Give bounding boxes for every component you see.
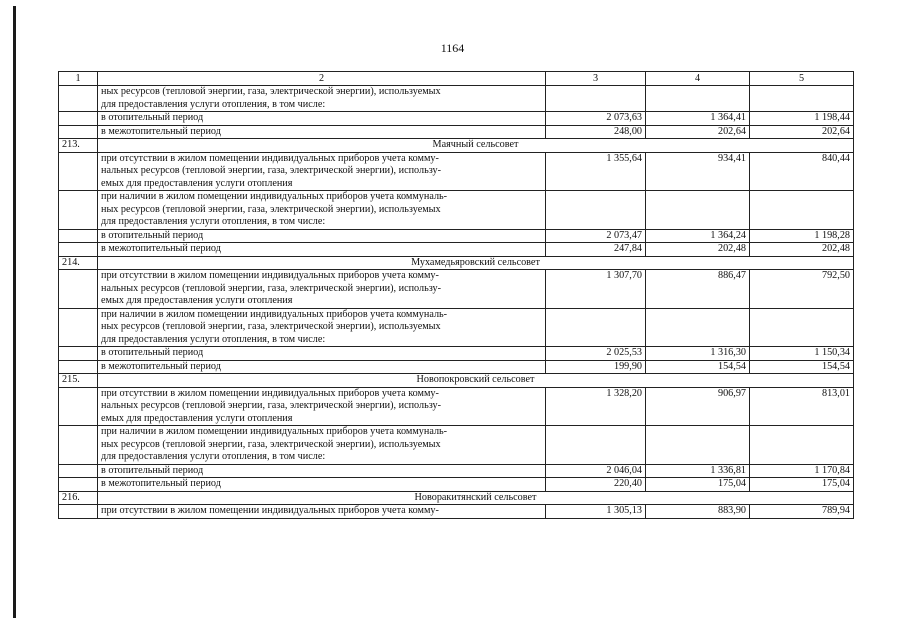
description-line: при отсутствии в жилом помещении индивидуальных приборов учета комму- (101, 270, 439, 281)
column-header: 1 (59, 72, 98, 86)
value-cell-3 (546, 426, 646, 465)
table-row (59, 112, 854, 126)
row-number (59, 360, 98, 374)
table-row (59, 478, 854, 492)
description-line: ных ресурсов (тепловой энергии, газа, электрической энергии), используемых (101, 203, 441, 215)
value-cell-4 (646, 191, 750, 230)
table-row (59, 426, 854, 465)
value-cell-5: 789,94 (750, 505, 854, 519)
section-row (59, 256, 854, 270)
value-cell-4 (646, 308, 750, 347)
description-line: для предоставления услуги отопления, в том числе: (101, 333, 326, 345)
value-cell-4: 202,64 (646, 125, 750, 139)
description-line: в межотопительный период (101, 360, 221, 372)
section-row (59, 374, 854, 388)
value-cell-4: 1 364,41 (646, 112, 750, 126)
row-number: 213. (59, 139, 98, 153)
section-row (59, 139, 854, 153)
description-line: ных ресурсов (тепловой энергии, газа, электрической энергии), используемых (101, 86, 441, 97)
row-number: 216. (59, 491, 98, 505)
value-cell-4: 1 336,81 (646, 464, 750, 478)
tariff-table (58, 71, 854, 519)
value-cell-5: 202,48 (750, 243, 854, 257)
value-cell-5: 1 170,84 (750, 464, 854, 478)
table-row (59, 229, 854, 243)
value-cell-3: 2 073,63 (546, 112, 646, 126)
value-cell-3: 220,40 (546, 478, 646, 492)
table-row (59, 243, 854, 257)
value-cell-5: 202,64 (750, 125, 854, 139)
row-number (59, 387, 98, 426)
table-row (59, 464, 854, 478)
description-cell (98, 505, 546, 519)
description-line: емых для предоставления услуги отопления (101, 295, 293, 306)
description-cell (98, 191, 546, 230)
value-cell-4: 202,48 (646, 243, 750, 257)
value-cell-4: 1 316,30 (646, 347, 750, 361)
description-line: емых для предоставления услуги отопления (101, 412, 293, 424)
description-cell (98, 229, 546, 243)
value-cell-3: 2 046,04 (546, 464, 646, 478)
value-cell-4: 886,47 (646, 270, 750, 309)
description-cell (98, 387, 546, 426)
section-title: Новоракитянский сельсовет (98, 491, 854, 505)
description-line: ных ресурсов (тепловой энергии, газа, электрической энергии), используемых (101, 438, 441, 450)
value-cell-5: 1 198,28 (750, 229, 854, 243)
description-line: в межотопительный период (101, 243, 221, 254)
row-number (59, 112, 98, 126)
description-line: при наличии в жилом помещении индивидуальных приборов учета коммуналь- (101, 191, 448, 202)
column-header: 2 (98, 72, 546, 86)
value-cell-3: 1 305,13 (546, 505, 646, 519)
value-cell-4: 934,41 (646, 152, 750, 191)
column-header: 5 (750, 72, 854, 86)
value-cell-5: 175,04 (750, 478, 854, 492)
section-title: Новопокровский сельсовет (98, 374, 854, 388)
section-title: Мухамедьяровский сельсовет (98, 256, 854, 270)
table-row (59, 191, 854, 230)
column-header: 4 (646, 72, 750, 86)
description-line: нальных ресурсов (тепловой энергии, газа, электрической энергии), использу- (101, 282, 442, 294)
value-cell-5 (750, 191, 854, 230)
value-cell-3 (546, 308, 646, 347)
description-line: в отопительный период (101, 464, 204, 476)
value-cell-4: 906,97 (646, 387, 750, 426)
value-cell-3: 247,84 (546, 243, 646, 257)
row-number (59, 308, 98, 347)
value-cell-3: 1 307,70 (546, 270, 646, 309)
row-number (59, 86, 98, 112)
table-row (59, 387, 854, 426)
table-row (59, 308, 854, 347)
value-cell-5: 1 198,44 (750, 112, 854, 126)
description-cell (98, 112, 546, 126)
description-line: при наличии в жилом помещении индивидуальных приборов учета коммуналь- (101, 308, 448, 320)
row-number: 214. (59, 256, 98, 270)
description-cell (98, 86, 546, 112)
description-line: в отопительный период (101, 347, 204, 358)
description-cell (98, 464, 546, 478)
table-row (59, 125, 854, 139)
row-number (59, 243, 98, 257)
value-cell-4: 1 364,24 (646, 229, 750, 243)
row-number (59, 191, 98, 230)
description-line: в отопительный период (101, 112, 204, 123)
description-line: ных ресурсов (тепловой энергии, газа, электрической энергии), используемых (101, 321, 441, 332)
value-cell-3 (546, 86, 646, 112)
description-line: при отсутствии в жилом помещении индивидуальных приборов учета комму- (101, 152, 439, 164)
row-number (59, 478, 98, 492)
value-cell-3: 1 328,20 (546, 387, 646, 426)
description-line: для предоставления услуги отопления, в том числе: (101, 451, 326, 462)
description-line: емых для предоставления услуги отопления (101, 177, 293, 189)
scan-edge-line (13, 6, 16, 618)
row-number (59, 505, 98, 519)
row-number: 215. (59, 374, 98, 388)
table-row (59, 347, 854, 361)
value-cell-5: 792,50 (750, 270, 854, 309)
row-number (59, 426, 98, 465)
table-row (59, 270, 854, 309)
value-cell-3: 248,00 (546, 125, 646, 139)
description-line: при наличии в жилом помещении индивидуальных приборов учета коммуналь- (101, 426, 448, 437)
value-cell-5: 1 150,34 (750, 347, 854, 361)
value-cell-4: 175,04 (646, 478, 750, 492)
table-row (59, 360, 854, 374)
value-cell-5: 840,44 (750, 152, 854, 191)
description-cell (98, 152, 546, 191)
value-cell-5: 154,54 (750, 360, 854, 374)
description-line: в межотопительный период (101, 125, 221, 137)
value-cell-3 (546, 191, 646, 230)
section-title: Маячный сельсовет (98, 139, 854, 153)
row-number (59, 125, 98, 139)
row-number (59, 464, 98, 478)
page-number: 1164 (440, 41, 465, 55)
value-cell-4: 154,54 (646, 360, 750, 374)
value-cell-5 (750, 426, 854, 465)
description-cell (98, 243, 546, 257)
section-row (59, 491, 854, 505)
row-number (59, 152, 98, 191)
table-header-row (59, 72, 854, 86)
row-number (59, 229, 98, 243)
value-cell-3: 199,90 (546, 360, 646, 374)
description-line: нальных ресурсов (тепловой энергии, газа, электрической энергии), использу- (101, 165, 442, 176)
value-cell-4 (646, 86, 750, 112)
table-row (59, 505, 854, 519)
description-cell (98, 347, 546, 361)
row-number (59, 347, 98, 361)
description-line: при отсутствии в жилом помещении индивидуальных приборов учета комму- (101, 387, 439, 399)
description-cell (98, 308, 546, 347)
value-cell-4: 883,90 (646, 505, 750, 519)
description-line: нальных ресурсов (тепловой энергии, газа, электрической энергии), использу- (101, 400, 442, 411)
value-cell-4 (646, 426, 750, 465)
description-line: для предоставления услуги отопления, в том числе: (101, 216, 326, 227)
description-cell (98, 478, 546, 492)
description-cell (98, 270, 546, 309)
value-cell-3: 1 355,64 (546, 152, 646, 191)
table-row (59, 152, 854, 191)
table-row (59, 86, 854, 112)
value-cell-3: 2 025,53 (546, 347, 646, 361)
value-cell-5: 813,01 (750, 387, 854, 426)
description-cell (98, 360, 546, 374)
row-number (59, 270, 98, 309)
value-cell-5 (750, 308, 854, 347)
value-cell-3: 2 073,47 (546, 229, 646, 243)
description-cell (98, 426, 546, 465)
value-cell-5 (750, 86, 854, 112)
description-cell (98, 125, 546, 139)
description-line: при отсутствии в жилом помещении индивидуальных приборов учета комму- (101, 505, 439, 516)
description-line: в межотопительный период (101, 478, 221, 489)
description-line: для предоставления услуги отопления, в том числе: (101, 98, 326, 110)
column-header: 3 (546, 72, 646, 86)
description-line: в отопительный период (101, 229, 204, 241)
